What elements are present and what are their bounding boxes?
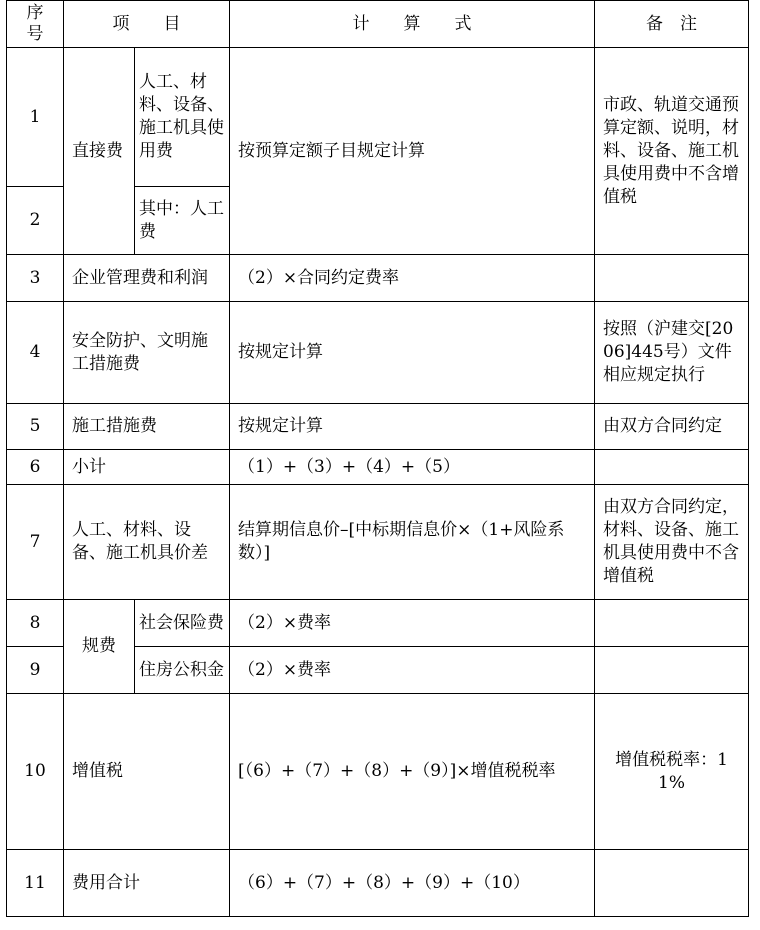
row-item: 增值税 [64, 694, 230, 850]
row-note: 增值税税率：11% [595, 694, 749, 850]
row-formula: 按预算定额子目规定计算 [230, 48, 595, 255]
row-subitem: 其中：人工费 [135, 187, 230, 255]
row-seq: 8 [7, 600, 64, 647]
row-note [595, 450, 749, 485]
row-item: 施工措施费 [64, 404, 230, 450]
row-group: 规费 [64, 600, 135, 694]
row-seq: 9 [7, 647, 64, 694]
row-note [595, 647, 749, 694]
row-formula: （2）×费率 [230, 600, 595, 647]
row-item: 安全防护、文明施工措施费 [64, 302, 230, 404]
row-item: 人工、材料、设备、施工机具价差 [64, 485, 230, 600]
row-note [595, 255, 749, 302]
table-row [7, 255, 749, 302]
table-header-row [7, 1, 749, 48]
table-row [7, 48, 749, 187]
row-item: 企业管理费和利润 [64, 255, 230, 302]
row-note: 由双方合同约定，材料、设备、施工机具使用费中不含增值税 [595, 485, 749, 600]
header-formula: 计 算 式 [230, 1, 595, 48]
table-row [7, 485, 749, 600]
row-note: 按照（沪建交[2006]445号）文件相应规定执行 [595, 302, 749, 404]
table-row [7, 850, 749, 917]
row-seq: 3 [7, 255, 64, 302]
row-formula: 按规定计算 [230, 404, 595, 450]
row-item: 费用合计 [64, 850, 230, 917]
row-note: 市政、轨道交通预算定额、说明，材料、设备、施工机具使用费中不含增值税 [595, 48, 749, 255]
table-row [7, 694, 749, 850]
row-seq: 5 [7, 404, 64, 450]
row-formula: （2）×费率 [230, 647, 595, 694]
row-subitem: 人工、材料、设备、施工机具使用费 [135, 48, 230, 187]
row-subitem: 社会保险费 [135, 600, 230, 647]
row-formula: 结算期信息价–[中标期信息价×（1+风险系数）] [230, 485, 595, 600]
row-note: 由双方合同约定 [595, 404, 749, 450]
header-seq: 序号 [7, 1, 64, 48]
table-row [7, 404, 749, 450]
row-formula: [（6）+（7）+（8）+（9）]×增值税税率 [230, 694, 595, 850]
row-note [595, 850, 749, 917]
row-item: 小计 [64, 450, 230, 485]
row-seq: 11 [7, 850, 64, 917]
fee-calculation-table [6, 0, 749, 917]
row-note [595, 600, 749, 647]
row-seq: 4 [7, 302, 64, 404]
row-seq: 7 [7, 485, 64, 600]
row-formula: （2）×合同约定费率 [230, 255, 595, 302]
row-subitem: 住房公积金 [135, 647, 230, 694]
row-seq: 1 [7, 48, 64, 187]
row-group: 直接费 [64, 48, 135, 255]
table-row [7, 302, 749, 404]
row-formula: 按规定计算 [230, 302, 595, 404]
row-formula: （1）+（3）+（4）+（5） [230, 450, 595, 485]
table-row [7, 600, 749, 647]
table-row [7, 450, 749, 485]
row-seq: 10 [7, 694, 64, 850]
row-seq: 2 [7, 187, 64, 255]
row-formula: （6）+（7）+（8）+（9）+（10） [230, 850, 595, 917]
header-item: 项 目 [64, 1, 230, 48]
header-note: 备 注 [595, 1, 749, 48]
row-seq: 6 [7, 450, 64, 485]
